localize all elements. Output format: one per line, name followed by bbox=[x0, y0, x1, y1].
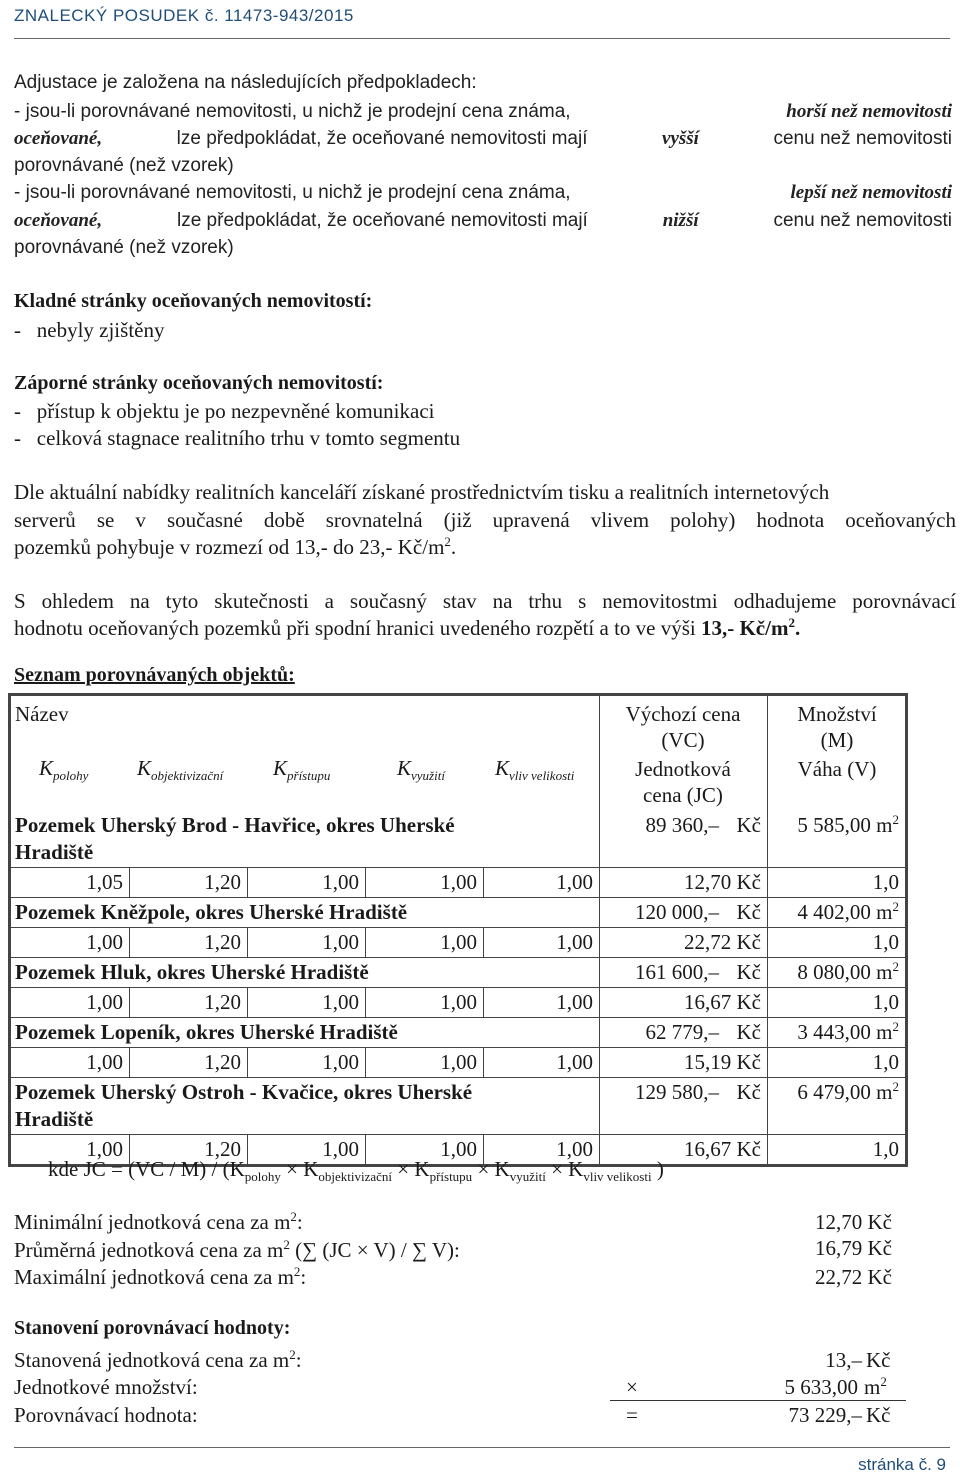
text: lze předpokládat, že oceňované nemovitosti mají bbox=[176, 128, 588, 149]
intro-bullet-1-line-3: porovnávané (než vzorek) bbox=[14, 155, 234, 176]
p2-line-2 bbox=[14, 616, 800, 641]
emphasis: vyšší bbox=[662, 128, 699, 149]
m-value: 4 402,00 $m^2$ bbox=[797, 899, 899, 924]
k-value: 1,00 bbox=[322, 1137, 359, 1161]
text: . bbox=[450, 535, 457, 559]
k-cell bbox=[129, 1048, 247, 1077]
k-cell bbox=[483, 868, 599, 897]
emphasis: nižší bbox=[662, 210, 699, 231]
w-cell bbox=[767, 988, 905, 1017]
emphasis: oceňované, bbox=[14, 210, 103, 231]
k-value: 1,00 bbox=[86, 1050, 123, 1074]
k-value: 1,20 bbox=[204, 990, 241, 1014]
w-value: 1,0 bbox=[872, 990, 899, 1014]
stat-max-value: 22,72 Kč bbox=[815, 1265, 892, 1289]
k-value: 1,00 bbox=[556, 870, 593, 894]
k-vyuziti: $K_{využití}$ bbox=[397, 756, 445, 784]
header-name: Název bbox=[15, 702, 69, 726]
intro-bullet-2-line-1 bbox=[14, 182, 952, 204]
jc-value: 22,72 Kč bbox=[684, 930, 761, 954]
k-cell bbox=[129, 928, 247, 957]
m-cell bbox=[767, 1018, 905, 1047]
vc-currency: Kč bbox=[736, 900, 761, 924]
positives-item-text: nebyly zjištěny bbox=[36, 318, 165, 342]
k-value: 1,00 bbox=[556, 990, 593, 1014]
w-value: 1,0 bbox=[872, 1137, 899, 1161]
text: Dle aktuální nabídky realitních kanceláří získané prostřednictvím tisku a realitních internetových bbox=[14, 480, 830, 504]
k-cell bbox=[247, 1048, 365, 1077]
table-row-values bbox=[11, 867, 905, 897]
stanoveni-row-label: Stanovená jednotková cena za $m^2$: bbox=[14, 1347, 302, 1372]
k-value: 1,00 bbox=[322, 930, 359, 954]
text: - jsou-li porovnávané nemovitosti, u nichž je prodejní cena známa, bbox=[14, 182, 571, 203]
stat-avg: Průměrná jednotková cena za $m^2$ (∑ (JC × V) / ∑ V): bbox=[14, 1237, 460, 1262]
k-value: 1,00 bbox=[556, 1050, 593, 1074]
positives-title: Kladné stránky oceňovaných nemovitostí: bbox=[14, 290, 373, 312]
header-jc-2: cena (JC) bbox=[643, 783, 723, 807]
header-vc bbox=[599, 696, 767, 811]
stat-min-value: 12,70 Kč bbox=[815, 1210, 892, 1234]
property-name: Pozemek Hluk, okres Uherské Hradiště bbox=[15, 960, 369, 984]
vc-currency: Kč bbox=[736, 960, 761, 984]
m-value: 5 585,00 $m^2$ bbox=[797, 812, 899, 837]
text: cenu než nemovitosti bbox=[773, 128, 952, 149]
vc-value: 62 779,– bbox=[645, 1020, 719, 1044]
stanoveni-row-unit: $m^2$ bbox=[864, 1374, 887, 1399]
property-name: Pozemek Uherský Brod - Havřice, okres Uherské bbox=[15, 813, 455, 837]
k-cell bbox=[483, 1048, 599, 1077]
list-title: Seznam porovnávaných objektů: bbox=[14, 664, 295, 686]
k-value: 1,00 bbox=[440, 870, 477, 894]
table-row-name bbox=[11, 957, 905, 987]
negatives-item: - přístup k objektu je po nezpevněné komunikaci bbox=[14, 399, 435, 423]
jc-cell bbox=[599, 928, 767, 957]
w-value: 1,0 bbox=[872, 930, 899, 954]
k-cell bbox=[11, 928, 129, 957]
header-rule bbox=[14, 38, 950, 39]
m-value: 6 479,00 $m^2$ bbox=[797, 1079, 899, 1104]
p1-line-3 bbox=[14, 535, 456, 560]
stanoveni-row-label: Jednotkové množství: bbox=[14, 1375, 198, 1399]
negatives-item-text: celková stagnace realitního trhu v tomto segmentu bbox=[36, 426, 461, 450]
k-polohy: $K_{polohy}$ bbox=[39, 756, 89, 784]
k-value: 1,00 bbox=[86, 1137, 123, 1161]
k-cell bbox=[365, 988, 483, 1017]
k-cell bbox=[247, 868, 365, 897]
vc-cell bbox=[599, 1018, 767, 1047]
k-cell bbox=[365, 868, 483, 897]
jc-value: 16,67 Kč bbox=[684, 990, 761, 1014]
intro-bullet-2-line-3: porovnávané (než vzorek) bbox=[14, 237, 234, 258]
table-row-values bbox=[11, 927, 905, 957]
intro-bullet-1-line-2 bbox=[14, 128, 952, 150]
operator-equals: = bbox=[626, 1403, 638, 1427]
k-pristupu: $K_{přístupu}$ bbox=[273, 756, 331, 784]
stat-avg-value: 16,79 Kč bbox=[815, 1236, 892, 1260]
p1-line-2: serverů se v současné době srovnatelná (již upravená vlivem polohy) hodnota oceňovaných bbox=[14, 508, 956, 532]
k-cell bbox=[11, 868, 129, 897]
header-jc-1: Jednotková bbox=[635, 757, 731, 781]
table-row-name bbox=[11, 897, 905, 927]
header-m-1: Množství bbox=[797, 702, 877, 726]
text: . bbox=[794, 616, 801, 640]
k-value: 1,00 bbox=[86, 930, 123, 954]
jc-value: 12,70 Kč bbox=[684, 870, 761, 894]
w-cell bbox=[767, 928, 905, 957]
property-name-cont: Hradiště bbox=[15, 840, 94, 864]
k-value: 1,00 bbox=[440, 990, 477, 1014]
intro-lead: Adjustace je založena na následujících předpokladech: bbox=[14, 72, 477, 93]
vc-value: 129 580,– bbox=[635, 1080, 719, 1104]
stat-min: Minimální jednotková cena za $m^2$: bbox=[14, 1209, 303, 1234]
k-value: 1,20 bbox=[204, 1050, 241, 1074]
m-cell bbox=[767, 1078, 905, 1134]
p2-line-1: S ohledem na tyto skutečnosti a současný stav na trhu s nemovitostmi odhadujeme porovnávací bbox=[14, 589, 956, 613]
vc-value: 161 600,– bbox=[635, 960, 719, 984]
stanoveni-title: Stanovení porovnávací hodnoty: bbox=[14, 1317, 291, 1339]
stanoveni-row-value: 73 229,– bbox=[788, 1403, 862, 1427]
stanoveni-row-value: 13,– bbox=[825, 1348, 862, 1372]
property-name: Pozemek Lopeník, okres Uherské Hradiště bbox=[15, 1020, 398, 1044]
intro-bullet-1-line-1 bbox=[14, 101, 952, 123]
k-value: 1,00 bbox=[322, 1050, 359, 1074]
w-cell bbox=[767, 1135, 905, 1164]
jc-cell bbox=[599, 868, 767, 897]
jc-cell bbox=[599, 1048, 767, 1077]
vc-cell bbox=[599, 1078, 767, 1134]
k-vliv-velikosti: $K_{vliv velikosti}$ bbox=[495, 756, 575, 784]
jc-value: 15,19 Kč bbox=[684, 1050, 761, 1074]
header-vc-2: (VC) bbox=[661, 728, 705, 752]
vc-currency: Kč bbox=[736, 1080, 761, 1104]
sum-rule bbox=[610, 1400, 906, 1401]
k-value: 1,00 bbox=[86, 990, 123, 1014]
negatives-item: - celková stagnace realitního trhu v tomto segmentu bbox=[14, 426, 461, 450]
text: hodnotu oceňovaných pozemků při spodní hranici uvedeného rozpětí a to ve výši bbox=[14, 616, 696, 640]
k-cell bbox=[129, 988, 247, 1017]
jc-cell bbox=[599, 988, 767, 1017]
header-v: Váha (V) bbox=[797, 757, 877, 781]
k-cell bbox=[129, 868, 247, 897]
m-cell bbox=[767, 898, 905, 927]
negatives-item-text: přístup k objektu je po nezpevněné komunikaci bbox=[36, 399, 435, 423]
m-value: 3 443,00 $m^2$ bbox=[797, 1019, 899, 1044]
stat-max: Maximální jednotková cena za $m^2$: bbox=[14, 1264, 307, 1289]
k-cell bbox=[247, 928, 365, 957]
text: lze předpokládat, že oceňované nemovitosti mají bbox=[176, 210, 588, 231]
k-value: 1,05 bbox=[86, 870, 123, 894]
w-cell bbox=[767, 868, 905, 897]
p1-line-1 bbox=[14, 480, 956, 505]
k-value: 1,00 bbox=[440, 1050, 477, 1074]
k-value: 1,00 bbox=[322, 870, 359, 894]
header-vc-1: Výchozí cena bbox=[625, 702, 741, 726]
jc-value: 16,67 Kč bbox=[684, 1137, 761, 1161]
table-row-values bbox=[11, 1047, 905, 1077]
m-cell bbox=[767, 811, 905, 867]
k-value: 1,20 bbox=[204, 930, 241, 954]
property-name: Pozemek Uherský Ostroh - Kvačice, okres Uherské bbox=[15, 1080, 473, 1104]
table-header bbox=[11, 696, 905, 811]
property-name: Pozemek Kněžpole, okres Uherské Hradiště bbox=[15, 900, 408, 924]
footer-rule bbox=[14, 1447, 950, 1448]
k-cell bbox=[11, 1048, 129, 1077]
vc-currency: Kč bbox=[736, 1020, 761, 1044]
positives-item: - nebyly zjištěny bbox=[14, 318, 165, 342]
text: pozemků pohybuje v rozmezí od 13,- do 23,- Kč/m bbox=[14, 535, 445, 559]
sup: 2 bbox=[788, 615, 795, 630]
vc-currency: Kč bbox=[736, 813, 761, 837]
k-cell bbox=[483, 988, 599, 1017]
table-row-name bbox=[11, 1017, 905, 1047]
vc-value: 89 360,– bbox=[645, 813, 719, 837]
emphasis: horší než nemovitosti bbox=[786, 101, 952, 122]
vc-cell bbox=[599, 958, 767, 987]
formula: kde JC = $(VC / M) / (K_{polohy} \times K_{objektivizační} \times K_{přístupu} \times K_{využití} \times K_{vliv velikosti}$ ) bbox=[48, 1157, 664, 1185]
k-objektivizacni: $K_{objektivizační}$ bbox=[137, 756, 224, 784]
stanoveni-row-unit: Kč bbox=[866, 1403, 891, 1427]
intro-bullet-2-line-2 bbox=[14, 210, 952, 232]
header-m bbox=[767, 696, 905, 811]
table-row-name bbox=[11, 1077, 905, 1134]
header-m-2: (M) bbox=[820, 728, 854, 752]
property-name-cont: Hradiště bbox=[15, 1107, 94, 1131]
k-value: 1,00 bbox=[556, 1137, 593, 1161]
stanoveni-row-label: Porovnávací hodnota: bbox=[14, 1403, 198, 1427]
k-value: 1,00 bbox=[322, 990, 359, 1014]
k-value: 1,20 bbox=[204, 1137, 241, 1161]
m-cell bbox=[767, 958, 905, 987]
text: - jsou-li porovnávané nemovitosti, u nichž je prodejní cena známa, bbox=[14, 101, 571, 122]
w-value: 1,0 bbox=[872, 870, 899, 894]
vc-cell bbox=[599, 811, 767, 867]
table-row-name bbox=[11, 811, 905, 867]
negatives-title: Záporné stránky oceňovaných nemovitostí: bbox=[14, 372, 384, 394]
k-value: 1,00 bbox=[556, 930, 593, 954]
k-value: 1,00 bbox=[440, 930, 477, 954]
sup: 2 bbox=[444, 534, 451, 549]
k-cell bbox=[247, 988, 365, 1017]
stanoveni-row-value: 5 633,00 bbox=[784, 1375, 858, 1399]
k-value: 1,20 bbox=[204, 870, 241, 894]
table-body bbox=[11, 811, 905, 1164]
k-cell bbox=[11, 988, 129, 1017]
stanoveni-row-unit: Kč bbox=[866, 1348, 891, 1372]
page-number: stránka č. 9 bbox=[858, 1455, 946, 1474]
k-cell bbox=[483, 928, 599, 957]
emphasis: oceňované, bbox=[14, 128, 103, 149]
operator-times: × bbox=[626, 1375, 638, 1399]
value-bold: 13,- Kč/m bbox=[700, 616, 789, 640]
k-cell bbox=[365, 1048, 483, 1077]
k-cell bbox=[365, 928, 483, 957]
vc-value: 120 000,– bbox=[635, 900, 719, 924]
w-value: 1,0 bbox=[872, 1050, 899, 1074]
m-value: 8 080,00 $m^2$ bbox=[797, 959, 899, 984]
k-value: 1,00 bbox=[440, 1137, 477, 1161]
text: cenu než nemovitosti bbox=[773, 210, 952, 231]
emphasis: lepší než nemovitosti bbox=[790, 182, 952, 203]
table-row-values bbox=[11, 987, 905, 1017]
vc-cell bbox=[599, 898, 767, 927]
document-header: ZNALECKÝ POSUDEK č. 11473-943/2015 bbox=[14, 6, 354, 25]
w-cell bbox=[767, 1048, 905, 1077]
comparison-table bbox=[8, 693, 908, 1167]
